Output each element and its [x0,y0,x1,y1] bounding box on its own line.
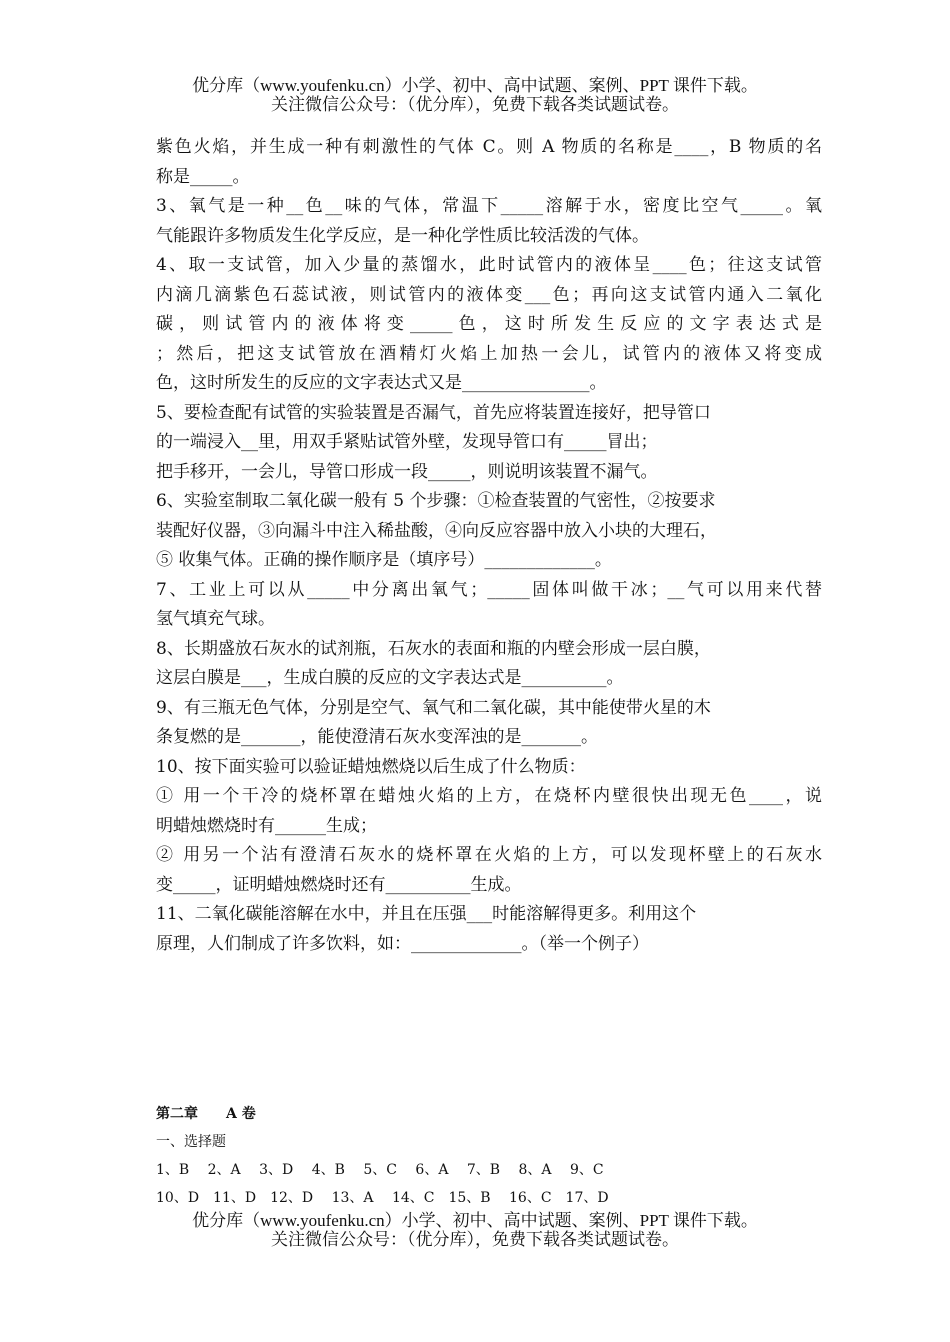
header-line-1: 优分库（www.youfenku.cn）小学、初中、高中试题、案例、PPT 课件下载。 [192,76,758,95]
text-line: 6、实验室制取二氧化碳一般有 5 个步骤：①检查装置的气密性，②按要求 [156,491,716,511]
section-heading: 一、选择题 [156,1134,226,1150]
text-line: 色，这时所发生的反应的文字表达式又是_______________。 [156,373,607,393]
answers-row-1: 1、B 2、A 3、D 4、B 5、C 6、A 7、B 8、A 9、C [156,1162,604,1178]
answers-row-2: 10、D 11、D 12、D 13、A 14、C 15、B 16、C 17、D [156,1190,609,1206]
text-line: 这层白膜是___，生成白膜的反应的文字表达式是__________。 [156,668,624,688]
text-line: 4、取一支试管，加入少量的蒸馏水，此时试管内的液体呈____色；往这支试管 [156,255,822,275]
page-header [0,76,950,114]
text-line: ⑤ 收集气体。正确的操作顺序是（填序号）_____________。 [156,550,612,570]
text-line: 气能跟许多物质发生化学反应，是一种化学性质比较活泼的气体。 [156,225,649,246]
text-line: 5、要检查配有试管的实验装置是否漏气，首先应将装置连接好，把导管口 [156,402,711,423]
text-line: 9、有三瓶无色气体，分别是空气、氧气和二氧化碳，其中能使带火星的木 [156,697,711,718]
text-line: 的一端浸入__里，用双手紧贴试管外壁，发现导管口有_____冒出； [156,432,658,452]
text-line: ① 用一个干冷的烧杯罩在蜡烛火焰的上方，在烧杯内壁很快出现无色____，说 [156,786,822,806]
text-line: 明蜡烛燃烧时有______生成； [156,815,377,836]
footer-line-2: 关注微信公众号：（优分库），免费下载各类试题试卷。 [271,1230,679,1249]
text-line: ；然后，把这支试管放在酒精灯火焰上加热一会儿，试管内的液体又将变成 [156,343,822,364]
text-line: 3、氧气是一种__色__味的气体，常温下_____溶解于水，密度比空气_____。氧 [156,196,822,216]
text-line: 称是_____。 [156,166,250,187]
text-line: 把手移开，一会儿，导管口形成一段_____，则说明该装置不漏气。 [156,461,658,482]
text-line: ② 用另一个沾有澄清石灰水的烧杯罩在火焰的上方，可以发现杯壁上的石灰水 [156,845,822,865]
text-line: 紫色火焰，并生成一种有刺激性的气体 C。则 A 物质的名称是____，B 物质的名 [156,137,822,157]
footer-line-1: 优分库（www.youfenku.cn）小学、初中、高中试题、案例、PPT 课件下载。 [192,1211,758,1230]
text-line: 7、工业上可以从_____中分离出氧气；_____固体叫做干冰；__气可以用来代替 [156,579,822,600]
text-line: 装配好仪器，③向漏斗中注入稀盐酸，④向反应容器中放入小块的大理石， [156,520,717,541]
text-line: 变_____，证明蜡烛燃烧时还有__________生成。 [156,874,522,895]
text-line: 氢气填充气球。 [156,609,275,629]
question-body [156,133,822,959]
text-line: 原理，人们制成了许多饮料，如：_____________。（举一个例子） [156,933,649,954]
page-footer [0,1211,950,1249]
text-line: 11、二氧化碳能溶解在水中，并且在压强___时能溶解得更多。利用这个 [156,904,697,924]
text-line: 10、按下面实验可以验证蜡烛燃烧以后生成了什么物质： [156,756,586,777]
text-line: 8、长期盛放石灰水的试剂瓶，石灰水的表面和瓶的内壁会形成一层白膜， [156,638,711,659]
header-line-2: 关注微信公众号：（优分库），免费下载各类试题试卷。 [271,95,679,114]
chapter-title: 第二章 A 卷 [156,1106,256,1122]
text-line: 内滴几滴紫色石蕊试液，则试管内的液体变___色；再向这支试管内通入二氧化 [156,284,822,305]
text-line: 碳，则试管内的液体将变_____色，这时所发生反应的文字表达式是 [156,314,822,334]
answer-section [156,1100,822,1212]
text-line: 条复燃的是_______，能使澄清石灰水变浑浊的是_______。 [156,727,598,747]
